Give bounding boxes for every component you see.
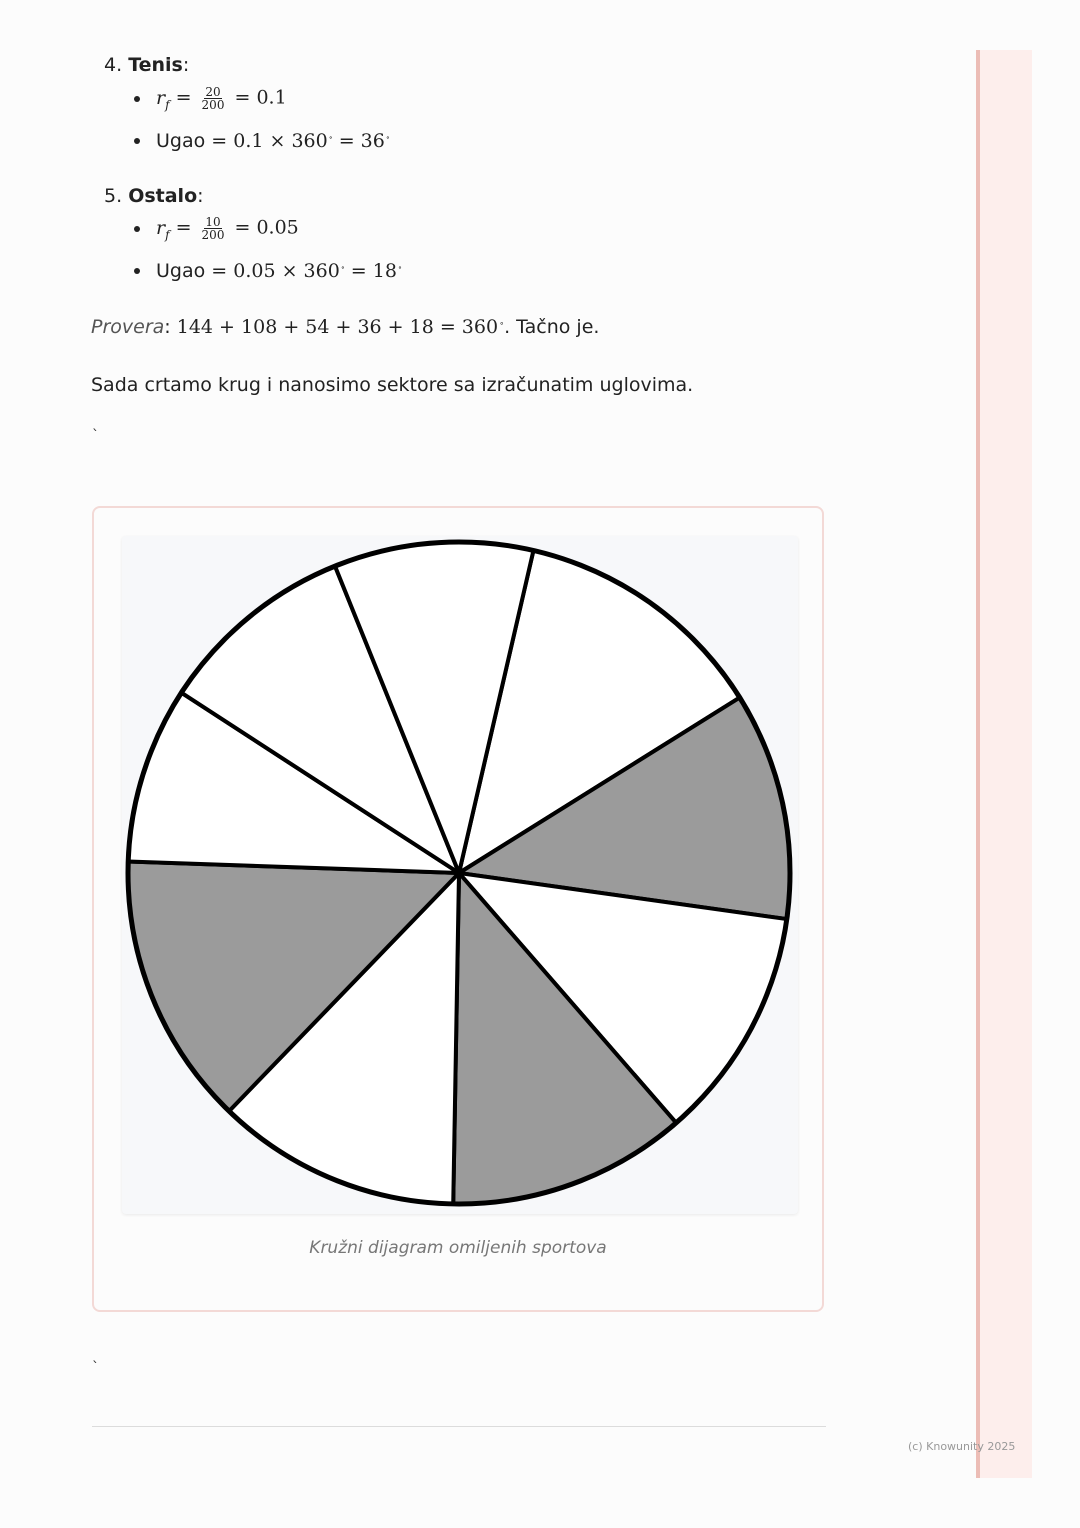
angle-label: Ugao: [156, 130, 206, 152]
chart-panel: [122, 536, 798, 1214]
copyright-footer: (c) Knowunity 2025: [908, 1440, 1016, 1453]
figure-caption: Kružni dijagram omiljenih sportova: [309, 1238, 607, 1258]
bullet-dot: [134, 96, 140, 102]
sidebar-accent-line: [976, 50, 980, 1478]
bullet-dot: [134, 138, 140, 144]
bullet-rf-ostalo: $r_f$ = $\frac{10}{200}$ = 0.05: [134, 216, 299, 241]
angle-result: = 36: [338, 130, 385, 152]
figure-card: [92, 506, 824, 1312]
divider: [92, 1426, 826, 1427]
sidebar-strip: [976, 50, 1032, 1478]
check-tail: . Tačno je.: [504, 316, 600, 338]
item-number: 4.: [104, 54, 123, 76]
bullet-rf-tenis: $r_f$ = $\frac{20}{200}$ = 0.1: [134, 86, 287, 111]
bullet-angle-ostalo: Ugao = 0.05 × 360∘ = 18∘: [134, 260, 402, 282]
angle-label: Ugao: [156, 260, 206, 282]
item-name: Ostalo: [128, 185, 198, 207]
fraction-numerator: 10: [205, 215, 221, 229]
item-name: Tenis: [128, 54, 183, 76]
tick-mark: `: [92, 428, 99, 444]
check-label: Provera: [91, 316, 165, 338]
item-number: 5.: [104, 185, 123, 207]
pie-chart: [122, 536, 798, 1214]
intro-text: Sada crtamo krug i nanosimo sektore sa izračunatim uglovima.: [91, 374, 694, 396]
bullet-dot: [134, 268, 140, 274]
fraction-denominator: 200: [201, 98, 225, 112]
bullet-dot: [134, 226, 140, 232]
angle-expr: = 0.1 × 360: [211, 130, 328, 152]
item-heading-tenis: 4. Tenis:: [104, 54, 190, 76]
fraction-numerator: 20: [205, 85, 221, 99]
fraction-denominator: 200: [201, 228, 225, 242]
item-heading-ostalo: 5. Ostalo:: [104, 185, 204, 207]
bullet-angle-tenis: Ugao = 0.1 × 360∘ = 36∘: [134, 130, 390, 152]
rf-result: = 0.1: [234, 86, 287, 109]
check-expr: 144 + 108 + 54 + 36 + 18 = 360: [176, 316, 499, 338]
angle-expr: = 0.05 × 360: [211, 260, 340, 282]
angle-result: = 18: [350, 260, 397, 282]
rf-result: = 0.05: [234, 216, 299, 239]
tick-mark: `: [92, 1360, 99, 1376]
check-line: Provera: 144 + 108 + 54 + 36 + 18 = 360∘. Tačno je.: [91, 316, 600, 338]
